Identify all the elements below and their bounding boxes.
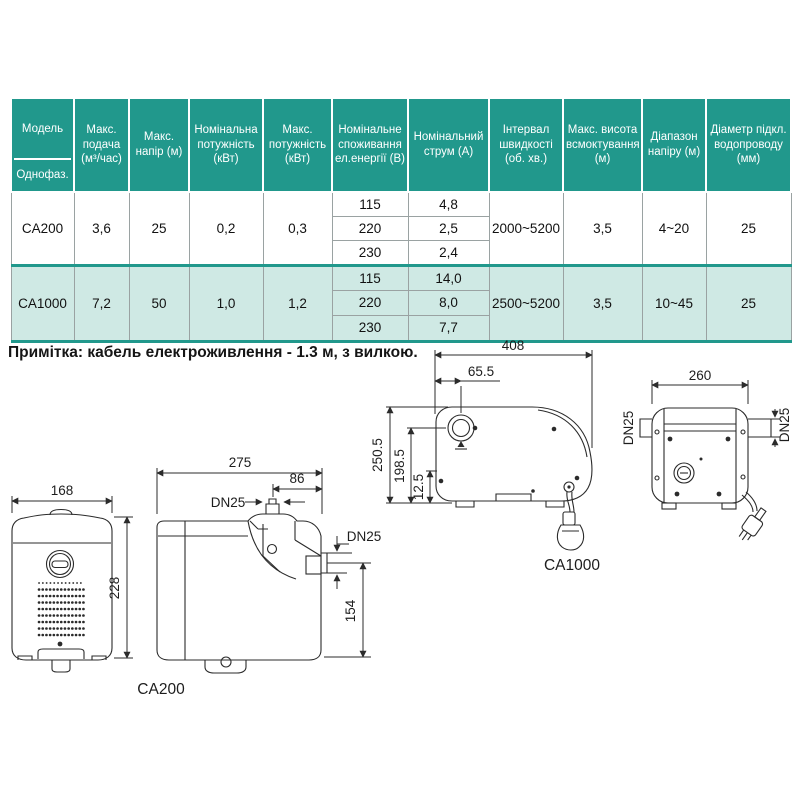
cell-max-head: 50 — [129, 265, 189, 341]
ca200-front-drawing — [12, 483, 185, 698]
cell-max-suction: 3,5 — [563, 192, 642, 265]
cell-speed-interval: 2000~5200 — [489, 192, 563, 265]
col-header-current: Номінальний струм (А) — [408, 98, 489, 192]
cell-model: CA1000 — [11, 265, 74, 341]
col-header-speed-interval: Інтервал швидкості (об. хв.) — [489, 98, 563, 192]
cell-max-head: 25 — [129, 192, 189, 265]
cell-speed-interval: 2500~5200 — [489, 265, 563, 341]
cell-voltage: 230 — [332, 240, 408, 265]
dim-228: 228 — [107, 576, 122, 600]
dn25-left-label: DN25 — [621, 410, 636, 446]
col-header-head-range: Діапазон напіру (м) — [642, 98, 706, 192]
cell-current: 2,4 — [408, 240, 489, 265]
col-header-phase-label: Однофаз. — [16, 168, 69, 181]
ca1000-side-drawing — [370, 338, 600, 574]
cell-max-power: 1,2 — [263, 265, 332, 341]
cell-max-power: 0,3 — [263, 192, 332, 265]
technical-drawings — [0, 338, 800, 760]
col-header-nominal-power: Номінальна потужність (кВт) — [189, 98, 263, 192]
cell-max-flow: 3,6 — [74, 192, 129, 265]
table-row — [11, 265, 791, 290]
cell-head-range: 10~45 — [642, 265, 706, 341]
cell-nominal-power: 1,0 — [189, 265, 263, 341]
cell-model: CA200 — [11, 192, 74, 265]
cell-nominal-power: 0,2 — [189, 192, 263, 265]
col-header-model-label: Модель — [14, 100, 71, 160]
dim-12-5: 12.5 — [411, 473, 426, 501]
spec-table — [10, 97, 792, 343]
dim-154: 154 — [343, 599, 358, 623]
cell-current: 2,5 — [408, 216, 489, 240]
cell-voltage: 115 — [332, 192, 408, 216]
cell-head-range: 4~20 — [642, 192, 706, 265]
dim-65-5: 65.5 — [467, 364, 495, 379]
cell-current: 14,0 — [408, 265, 489, 290]
dn25-right-label: DN25 — [777, 407, 792, 443]
col-header-max-flow: Макс. подача (м³/час) — [74, 98, 129, 192]
col-header-model — [11, 98, 74, 192]
cell-pipe-diameter: 25 — [706, 192, 791, 265]
dim-86: 86 — [289, 471, 305, 486]
col-header-max-head: Макс. напір (м) — [129, 98, 189, 192]
cell-current: 8,0 — [408, 290, 489, 315]
table-header-row — [11, 98, 791, 192]
dim-168: 168 — [50, 483, 74, 498]
cell-current: 7,7 — [408, 315, 489, 341]
cell-voltage: 220 — [332, 216, 408, 240]
note: Примітка: кабель електроживлення - 1.3 м, з вилкою. — [8, 344, 418, 361]
cell-voltage: 220 — [332, 290, 408, 315]
ca1000-label: CA1000 — [543, 557, 601, 574]
dn25-side-label: DN25 — [346, 529, 382, 544]
col-header-max-suction: Макс. висота всмоктування (м) — [563, 98, 642, 192]
cell-max-suction: 3,5 — [563, 265, 642, 341]
cell-pipe-diameter: 25 — [706, 265, 791, 341]
cell-voltage: 230 — [332, 315, 408, 341]
col-header-voltage: Номінальне споживання ел.енергії (В) — [332, 98, 408, 192]
table-row — [11, 192, 791, 216]
ca200-side-drawing — [157, 455, 381, 673]
dim-250-5: 250.5 — [370, 438, 385, 472]
col-header-max-power: Макс. потужність (кВт) — [263, 98, 332, 192]
ca1000-rear-drawing — [621, 368, 792, 545]
col-header-pipe-diameter: Діаметр підкл. водопроводу (мм) — [706, 98, 791, 192]
cell-voltage: 115 — [332, 265, 408, 290]
cell-max-flow: 7,2 — [74, 265, 129, 341]
cell-current: 4,8 — [408, 192, 489, 216]
dim-198-5: 198.5 — [392, 449, 407, 483]
dim-275: 275 — [228, 455, 252, 470]
dim-408: 408 — [501, 338, 525, 353]
dim-260: 260 — [688, 368, 712, 383]
dn25-top-label: DN25 — [210, 495, 246, 510]
ca200-label: CA200 — [137, 681, 185, 698]
